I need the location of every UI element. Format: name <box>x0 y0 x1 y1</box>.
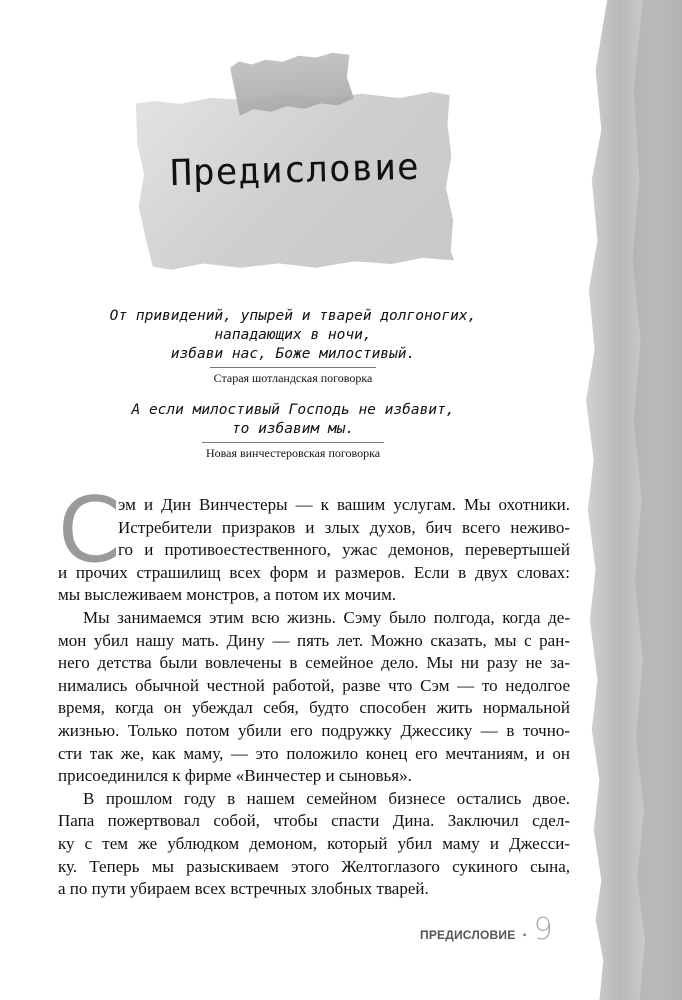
epigraph-line: нападающих в ночи, <box>214 327 372 343</box>
text-line: а по пути убираем всех встречных злобных тварей. <box>58 879 429 899</box>
text-line: мы выслеживаем монстров, а потом их мочим. <box>58 585 397 605</box>
text-line: него детства были вовлечены в семейное дело. Мы ни разу не за- <box>58 653 570 673</box>
text-line: присоединился к фирме «Винчестер и сыновья». <box>58 766 412 786</box>
text-line: эм и Дин Винчестеры — к вашим услугам. Мы охотники. <box>118 495 570 514</box>
epigraph-source: Новая винчестеровская поговорка <box>202 442 384 461</box>
epigraph-line: избави нас, Боже милостивый. <box>170 346 416 362</box>
epigraph-line: А если милостивый Господь не избавит, <box>131 402 455 418</box>
paragraph-2 <box>58 607 570 788</box>
epigraph-1 <box>90 307 496 387</box>
epigraph-source: Старая шотландская поговорка <box>210 367 377 386</box>
text-line: нимались обычной честной работой, разве что Сэм — то недолгое <box>58 675 570 695</box>
text-line: и прочих страшилищ всех форм и размеров. Если в двух словах: <box>58 562 570 582</box>
bullet-separator: • <box>522 928 527 942</box>
epigraph-line: то избавим мы. <box>231 421 355 437</box>
text-line: жизнью. Только потом убили его подружку Джессику — в точно- <box>58 720 570 740</box>
text-line: Папа пожертвовал собой, чтобы спасти Дина. Заключил сдел- <box>58 811 570 831</box>
text-line: го и противоестественного, ужас демонов, перевертышей <box>118 540 570 560</box>
text-line: Истребители призраков и злых духов, бич всего неживо- <box>118 517 570 537</box>
text-line: В прошлом году в нашем семейном бизнесе остались двое. <box>83 788 570 808</box>
chapter-title: Предисловие <box>169 146 421 195</box>
text-line: мон убил нашу мать. Дину — пять лет. Можно сказать, мы с ран- <box>58 630 570 650</box>
text-line: ку с тем же ублюдком демоном, который убил маму и Джесси- <box>58 833 570 853</box>
body-text <box>58 494 570 901</box>
running-header: ПРЕДИСЛОВИЕ <box>420 928 516 942</box>
text-line: сти так же, как маму, — это положило конец его мечтаниям, и он <box>58 743 570 763</box>
paragraph-3 <box>58 788 570 901</box>
text-line: Мы занимаемся этим всю жизнь. Сэму было полгода, когда де- <box>83 607 570 627</box>
epigraph-2 <box>90 401 496 462</box>
page-footer <box>420 912 600 947</box>
paragraph-1 <box>58 494 570 607</box>
page-number: 9 <box>533 912 553 947</box>
text-line: ку. Теперь мы разыскиваем этого Желтоглазого сукиного сына, <box>58 856 570 876</box>
drop-cap: С <box>58 478 121 583</box>
text-line: время, когда он убеждал себя, будто способен жить нормальной <box>58 698 570 718</box>
epigraph-line: От привидений, упырей и тварей долгоногих, <box>109 308 477 324</box>
